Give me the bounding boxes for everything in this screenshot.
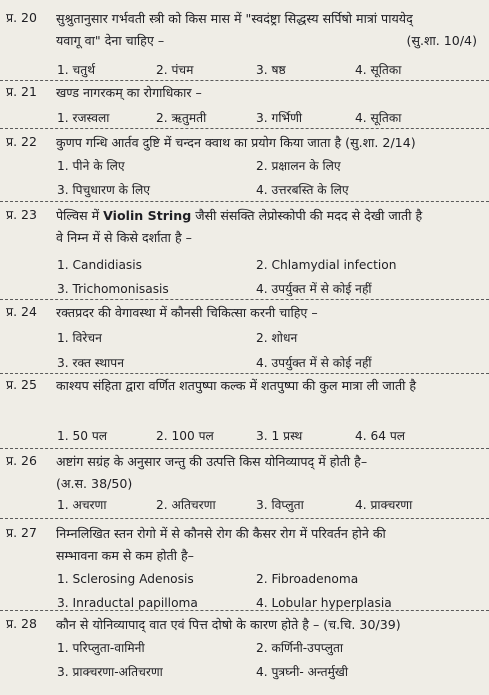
option-1: 1. विरेचन bbox=[57, 331, 102, 345]
divider bbox=[0, 299, 489, 300]
option-3: 3. षष्ठ bbox=[256, 63, 286, 77]
option-1: 1. परिप्लुता-वामिनी bbox=[57, 641, 145, 655]
option-1: 1. अचरणा bbox=[57, 498, 107, 512]
option-2: 2. शोधन bbox=[256, 331, 298, 345]
question-text bbox=[56, 451, 481, 495]
option-2: 2. पंचम bbox=[156, 63, 194, 77]
option-1: 1. चतुर्थ bbox=[57, 63, 95, 77]
question-line: कौन से योनिव्यापाद् वात एवं पित्त दोषो के कारण होते है – (च.चि. 30/39) bbox=[56, 617, 401, 632]
question-number: प्र. 28 bbox=[6, 616, 37, 631]
divider bbox=[0, 448, 489, 449]
question-line: वे निम्न में से किसे दर्शाता है – bbox=[56, 230, 192, 245]
option-2: 2. कर्णिनी-उपप्लुता bbox=[256, 641, 344, 655]
question-line: रक्तप्रदर की वेगावस्था में कौनसी चिकित्सा करनी चाहिए – bbox=[56, 305, 318, 320]
option-4: 4. प्राक्चरणा bbox=[355, 498, 413, 512]
question-number: प्र. 26 bbox=[6, 453, 37, 468]
question-number: प्र. 27 bbox=[6, 525, 37, 540]
divider bbox=[0, 201, 489, 202]
option-2: 2. अतिचरणा bbox=[156, 498, 216, 512]
question-number: प्र. 20 bbox=[6, 10, 37, 25]
question-text bbox=[56, 375, 481, 397]
question-text bbox=[56, 82, 481, 104]
question-text-part: पेल्विस में bbox=[56, 208, 104, 223]
highlighted-term: Violin String bbox=[103, 208, 192, 223]
option-3: 3. Trichomonisasis bbox=[57, 282, 169, 296]
option-4: 4. उपर्युक्त में से कोई नहीं bbox=[256, 356, 372, 370]
question-line: निम्नलिखित स्तन रोगो में से कौनसे रोग की कैसर रोग में परिवर्तन होने की bbox=[56, 526, 386, 541]
question-text bbox=[56, 132, 481, 154]
question-number: प्र. 23 bbox=[6, 207, 37, 222]
question-text bbox=[56, 8, 481, 52]
question-text bbox=[56, 205, 481, 249]
question-line: सम्भावना कम से कम होती है– bbox=[56, 548, 194, 563]
option-4: 4. 64 पल bbox=[355, 429, 406, 443]
question-text bbox=[56, 523, 481, 567]
option-3: 3. पिचुधारण के लिए bbox=[57, 183, 151, 197]
question-line: कुणप गन्धि आर्तव दुष्टि में चन्दन क्वाथ का प्रयोग किया जाता है (सु.शा. 2/14) bbox=[56, 135, 416, 150]
question-number: प्र. 25 bbox=[6, 377, 37, 392]
question-line: खण्ड नागरकम् का रोगाधिकार – bbox=[56, 85, 202, 100]
question-line: काश्यप संहिता द्वारा वर्णित शतपुष्पा कल्क में शतपुष्पा की कुल मात्रा ली जाती है bbox=[56, 378, 417, 393]
option-1: 1. Candidiasis bbox=[57, 258, 143, 272]
option-4: 4. सूतिका bbox=[355, 111, 402, 125]
option-2: 2. ऋतुमती bbox=[156, 111, 207, 125]
option-4: 4. उपर्युक्त में से कोई नहीं bbox=[256, 282, 372, 296]
divider bbox=[0, 80, 489, 81]
question-line: (अ.स. 38/50) bbox=[56, 476, 133, 491]
option-4: 4. Lobular hyperplasia bbox=[256, 596, 392, 610]
option-3: 3. Inraductal papilloma bbox=[57, 596, 198, 610]
option-4: 4. उत्तरबस्ति के लिए bbox=[256, 183, 349, 197]
option-2: 2. Fibroadenoma bbox=[256, 572, 359, 586]
divider bbox=[0, 518, 489, 519]
option-3: 3. रक्त स्थापन bbox=[57, 356, 124, 370]
question-text-part: जैसी संसक्ति लेप्रोस्कोपी की मदद से देखी जाती है bbox=[191, 208, 423, 223]
option-2: 2. Chlamydial infection bbox=[256, 258, 397, 272]
divider bbox=[0, 610, 489, 611]
option-1: 1. 50 पल bbox=[57, 429, 108, 443]
question-line: यवागू वा" देना चाहिए – bbox=[56, 33, 165, 48]
option-3: 3. गर्भिणी bbox=[256, 111, 303, 125]
question-line: सुश्रुतानुसार गर्भवती स्त्री को किस मास में "स्वदंष्ट्रा सिद्धस्य सर्पिषो मात्रां पाययेद् bbox=[56, 11, 413, 26]
option-3: 3. प्राक्चरणा-अतिचरणा bbox=[57, 665, 163, 679]
divider bbox=[0, 128, 489, 129]
option-4: 4. सूतिका bbox=[355, 63, 402, 77]
option-2: 2. 100 पल bbox=[156, 429, 214, 443]
option-1: 1. रजस्वला bbox=[57, 111, 110, 125]
question-number: प्र. 21 bbox=[6, 84, 37, 99]
reference: (सु.शा. 10/4) bbox=[406, 33, 477, 48]
divider bbox=[0, 373, 489, 374]
option-1: 1. पीने के लिए bbox=[57, 159, 125, 173]
option-3: 3. 1 प्रस्थ bbox=[256, 429, 303, 443]
option-3: 3. विप्लुता bbox=[256, 498, 304, 512]
question-text bbox=[56, 302, 481, 324]
question-number: प्र. 24 bbox=[6, 304, 37, 319]
option-1: 1. Sclerosing Adenosis bbox=[57, 572, 194, 586]
option-2: 2. प्रक्षालन के लिए bbox=[256, 159, 341, 173]
question-line: अष्टांग सग्रंह के अनुसार जन्तु की उत्पत्ति किस योनिव्यापद् में होती है– bbox=[56, 454, 368, 469]
option-4: 4. पुत्रघ्नी- अन्तर्मुखी bbox=[256, 665, 349, 679]
question-number: प्र. 22 bbox=[6, 134, 37, 149]
question-text bbox=[56, 614, 481, 636]
